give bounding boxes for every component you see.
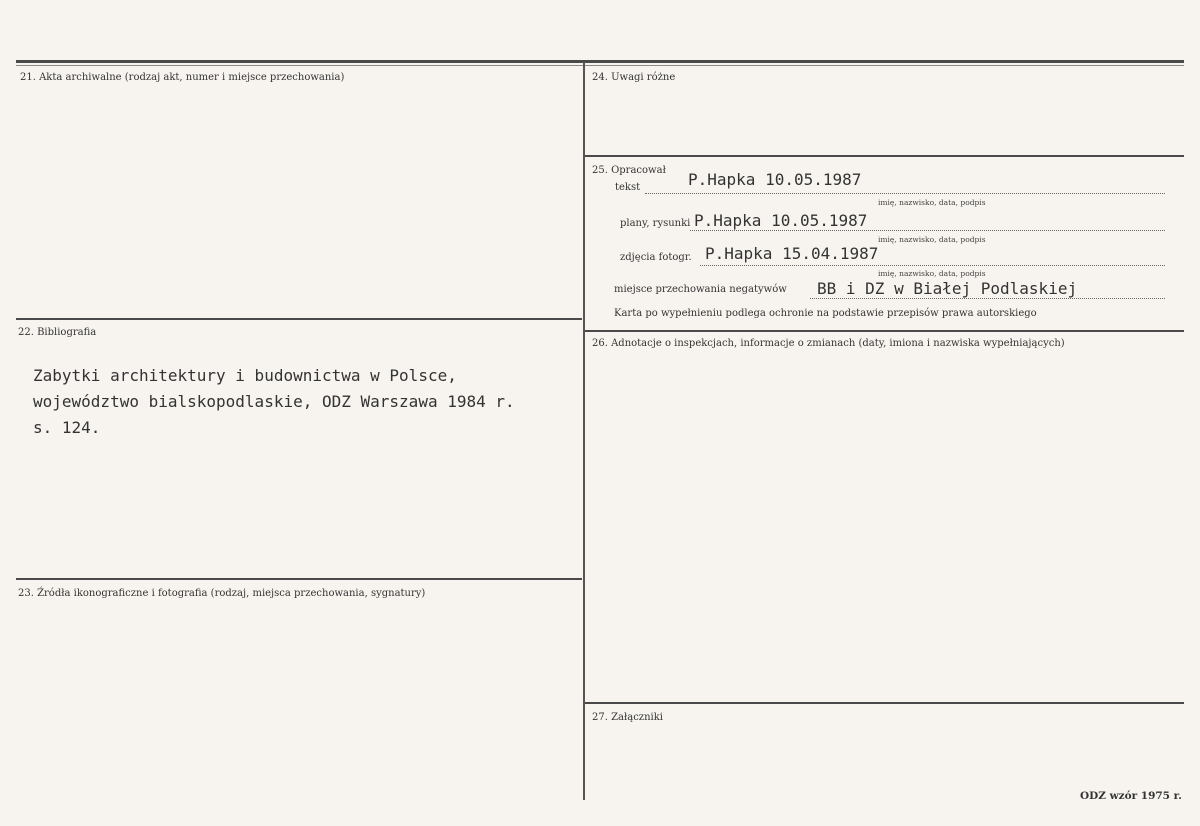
tekst-value: P.Hapka 10.05.1987 [688, 170, 862, 189]
negatywy-value: BB i DZ w Białej Podlaskiej [817, 279, 1078, 298]
plany-caption: imię, nazwisko, data, podpis [878, 235, 986, 244]
negatywy-label: miejsce przechowania negatywów [614, 284, 787, 295]
form-footer: ODZ wzór 1975 r. [1080, 790, 1182, 802]
center-divider [583, 62, 585, 800]
plany-value: P.Hapka 10.05.1987 [694, 211, 868, 230]
copyright-note: Karta po wypełnieniu podlega ochronie na podstawie przepisów prawa autorskiego [614, 308, 1037, 319]
tekst-caption: imię, nazwisko, data, podpis [878, 198, 986, 207]
section-22-label: 22. Bibliografia [18, 327, 97, 338]
section-25-label: 25. Opracował [592, 165, 666, 176]
section-24-label: 24. Uwagi różne [592, 72, 676, 83]
negatywy-line [810, 298, 1165, 299]
top-border [16, 60, 1184, 63]
section-26-label: 26. Adnotacje o inspekcjach, informacje o zmianach (daty, imiona i nazwiska wypełniających) [592, 338, 1065, 349]
tekst-label: tekst [615, 182, 641, 193]
zdjecia-value: P.Hapka 15.04.1987 [705, 244, 879, 263]
tekst-line [645, 193, 1165, 194]
zdjecia-label: zdjęcia fotogr. [620, 252, 692, 263]
bibliography-line-1: Zabytki architektury i budownictwa w Polsce, [33, 366, 457, 385]
section-26-divider [585, 702, 1184, 704]
section-22-divider [16, 578, 582, 580]
section-23-label: 23. Źródła ikonograficzne i fotografia (rodzaj, miejsca przechowania, sygnatury) [18, 588, 426, 599]
section-24-divider [585, 155, 1184, 157]
section-21-divider [16, 318, 582, 320]
bibliography-line-2: województwo bialskopodlaskie, ODZ Warszawa 1984 r. [33, 392, 515, 411]
bibliography-line-3: s. 124. [33, 418, 101, 437]
zdjecia-caption: imię, nazwisko, data, podpis [878, 269, 986, 278]
section-25-divider [585, 330, 1184, 332]
top-border-inner [16, 65, 1184, 66]
plany-line [690, 230, 1165, 231]
plany-label: plany, rysunki [620, 218, 691, 229]
section-27-label: 27. Załączniki [592, 712, 663, 723]
zdjecia-line [700, 265, 1165, 266]
section-21-label: 21. Akta archiwalne (rodzaj akt, numer i miejsce przechowania) [20, 72, 345, 83]
